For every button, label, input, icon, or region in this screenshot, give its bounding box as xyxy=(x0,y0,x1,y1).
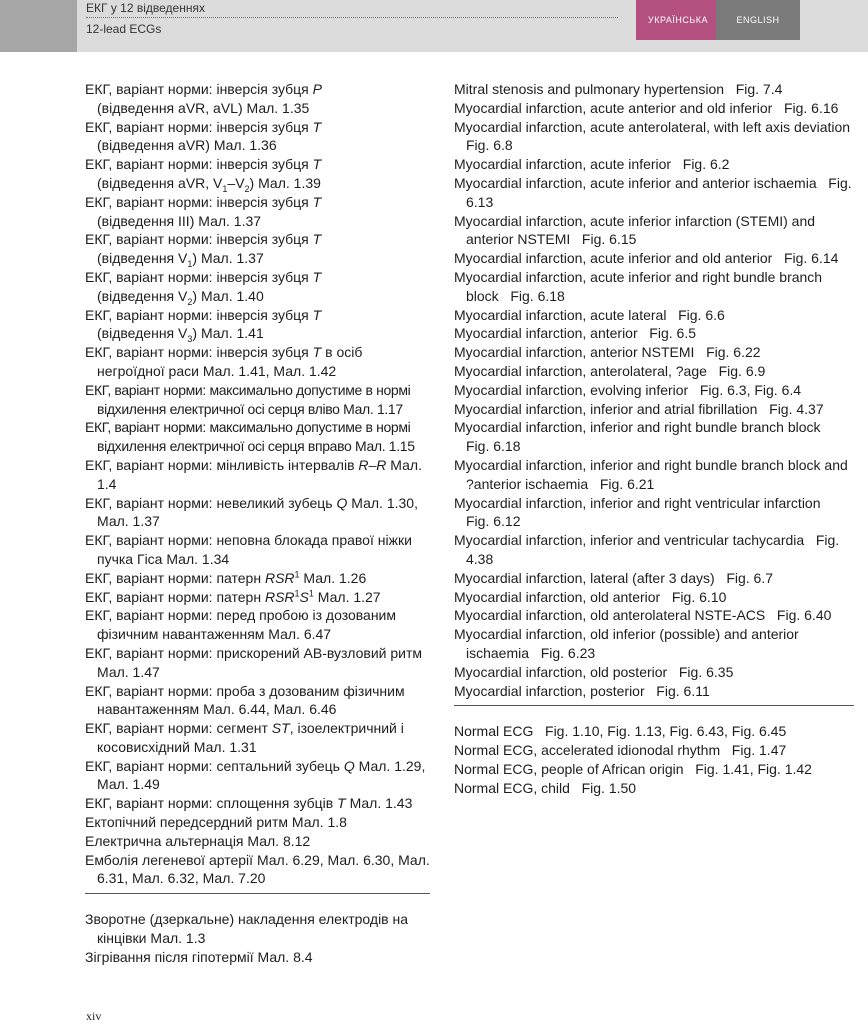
index-entry xyxy=(85,494,430,532)
index-entry xyxy=(454,741,854,760)
page-number: xiv xyxy=(86,1009,102,1023)
index-entry xyxy=(85,719,430,757)
entry-symbol: S xyxy=(299,588,309,605)
index-entry xyxy=(454,531,854,569)
entry-text: в осіб xyxy=(321,344,363,361)
index-entry xyxy=(454,381,854,400)
entry-text: (відведення aVR, aVL) Мал. 1.35 xyxy=(97,99,310,116)
entry-text: Myocardial infarction, lateral (after 3 days) Fig. 6.7 xyxy=(454,569,774,586)
index-group-z xyxy=(85,910,430,966)
entry-text: Myocardial infarction, posterior Fig. 6.11 xyxy=(454,682,710,699)
index-entry xyxy=(85,193,430,231)
entry-symbol: RSR xyxy=(264,569,295,586)
entry-text: ЕКГ, варіант норми: інверсія зубця xyxy=(85,306,313,323)
entry-text: ЕКГ, варіант норми: максимально допустиме в нормі відхилення електричної осі серця вправо Мал. 1.15 xyxy=(85,419,415,455)
entry-text: Myocardial infarction, acute lateral Fig. 6.6 xyxy=(454,306,725,323)
index-column-right xyxy=(454,80,862,797)
entry-text: Normal ECG, child Fig. 1.50 xyxy=(454,779,637,796)
index-entry xyxy=(454,625,854,663)
entry-text: Myocardial infarction, inferior and right bundle branch block Fig. 6.18 xyxy=(454,419,833,455)
entry-text: ЕКГ, варіант норми: патерн xyxy=(85,569,265,586)
index-entry xyxy=(85,456,430,494)
index-group-ecg-variants xyxy=(85,381,430,889)
entry-text: ЕКГ, варіант норми: мінливість інтервалів xyxy=(85,456,359,473)
index-entry xyxy=(454,760,854,779)
entry-text: (відведення III) Мал. 1.37 xyxy=(97,212,262,229)
entry-text: (відведення V xyxy=(97,250,188,267)
index-entry xyxy=(454,400,854,419)
index-entry xyxy=(454,682,854,701)
index-entry xyxy=(454,588,854,607)
entry-text: (відведення aVR) Мал. 1.36 xyxy=(97,137,277,154)
entry-text: ЕКГ, варіант норми: септальний зубець xyxy=(85,757,344,774)
header-title-ua: ЕКГ у 12 відведеннях xyxy=(86,1,205,15)
entry-text: ЕКГ, варіант норми: інверсія зубця xyxy=(85,268,313,285)
index-column-left xyxy=(85,80,430,967)
entry-text: ЕКГ, варіант норми: проба з дозованим фізичним навантаженням Мал. 6.44, Мал. 6.46 xyxy=(85,682,405,718)
index-entry xyxy=(85,851,430,889)
index-entry xyxy=(454,80,854,99)
entry-text: Myocardial infarction, acute inferior and old anterior Fig. 6.14 xyxy=(454,250,839,267)
entry-text: Myocardial infarction, inferior and right bundle branch block and ?anterior ischaemia Fig. 6.21 xyxy=(454,456,852,492)
entry-text: ЕКГ, варіант норми: перед пробою із дозованим фізичним навантаженням Мал. 6.47 xyxy=(85,607,397,643)
index-entry xyxy=(454,418,854,456)
entry-text: ЕКГ, варіант норми: максимально допустиме в нормі відхилення електричної осі серця вліво Мал. 1.17 xyxy=(85,381,411,417)
entry-text: Myocardial infarction, acute anterolateral, with left axis deviation Fig. 6.8 xyxy=(454,118,862,154)
header-title-en: 12-lead ECGs xyxy=(86,22,162,36)
entry-text: Normal ECG, people of African origin Fig. 1.41, Fig. 1.42 xyxy=(454,760,812,777)
entry-text: Myocardial infarction, acute inferior Fig. 6.2 xyxy=(454,156,730,173)
index-entry xyxy=(454,155,854,174)
entry-text: Mitral stenosis and pulmonary hypertension Fig. 7.4 xyxy=(454,81,783,97)
index-entry xyxy=(85,682,430,720)
index-entry xyxy=(454,174,854,212)
index-entry xyxy=(454,324,854,343)
index-entry xyxy=(454,306,854,325)
entry-text: ЕКГ, варіант норми: інверсія зубця xyxy=(85,193,313,210)
entry-text: Myocardial infarction, anterior NSTEMI Fig. 6.22 xyxy=(454,344,761,361)
language-button-english[interactable]: ENGLISH xyxy=(716,0,800,40)
lead-subscript: 2 xyxy=(244,183,250,194)
entry-text: , ізоелектричний і косовисхідний Мал. 1.31 xyxy=(97,720,404,755)
lead-subscript: 2 xyxy=(187,296,193,307)
entry-symbol: T xyxy=(312,306,322,323)
entry-text: Myocardial infarction, acute inferior infarction (STEMI) and anterior NSTEMI Fig. 6.15 xyxy=(454,212,819,248)
entry-text: Normal ECG Fig. 1.10, Fig. 1.13, Fig. 6.43, Fig. 6.45 xyxy=(454,723,787,740)
section-divider xyxy=(454,705,854,706)
lead-subscript: 1 xyxy=(187,258,193,269)
entry-symbol: T xyxy=(312,193,322,210)
entry-symbol: T xyxy=(312,231,322,248)
entry-text: (відведення V xyxy=(97,287,188,304)
header-tab-block xyxy=(0,0,77,52)
entry-text: Myocardial infarction, old inferior (possible) and anterior ischaemia Fig. 6.23 xyxy=(454,626,803,661)
entry-text: ) Мал. 1.39 xyxy=(249,174,321,191)
entry-text: ЕКГ, варіант норми: сплощення зубців xyxy=(85,795,338,812)
entry-text: Myocardial infarction, inferior and right ventricular infarction Fig. 6.12 xyxy=(454,494,833,530)
entry-text: ЕКГ, варіант норми: інверсія зубця xyxy=(85,156,313,173)
index-entry xyxy=(85,832,430,851)
entry-text: (відведення aVR, V xyxy=(97,174,223,191)
entry-text: Myocardial infarction, acute inferior and right bundle branch block Fig. 6.18 xyxy=(454,268,826,304)
entry-text: Myocardial infarction, old anterior Fig. 6.10 xyxy=(454,588,727,605)
index-entry xyxy=(85,306,430,344)
entry-text: ) Мал. 1.40 xyxy=(192,287,264,304)
index-entry xyxy=(85,910,430,948)
index-entry xyxy=(85,569,430,588)
index-entry xyxy=(85,606,430,644)
entry-text: ЕКГ, варіант норми: неповна блокада правої ніжки пучка Гіса Мал. 1.34 xyxy=(85,532,412,567)
entry-symbol: ST xyxy=(271,720,290,737)
language-button-ukrainian[interactable]: УКРАЇНСЬКА xyxy=(636,0,720,40)
entry-superscript: 1 xyxy=(294,569,300,580)
index-entry xyxy=(454,569,854,588)
entry-text: Мал. 1.29, Мал. 1.49 xyxy=(97,757,426,793)
entry-text: (відведення V xyxy=(97,325,188,342)
lead-subscript: 1 xyxy=(222,183,228,194)
entry-symbol: T xyxy=(312,344,322,361)
entry-text: Myocardial infarction, anterolateral, ?age Fig. 6.9 xyxy=(454,362,766,379)
index-group-t-wave xyxy=(85,80,430,381)
entry-text: ЕКГ, варіант норми: патерн xyxy=(85,588,265,605)
header-divider xyxy=(86,17,618,18)
index-entry xyxy=(85,588,430,607)
index-entry xyxy=(454,118,862,156)
entry-text: ЕКГ, варіант норми: прискорений АВ-вузловий ритм Мал. 1.47 xyxy=(85,644,422,680)
index-entry xyxy=(85,757,430,795)
entry-symbol: RSR xyxy=(264,588,295,605)
entry-text: Normal ECG, accelerated idionodal rhythm Fig. 1.47 xyxy=(454,742,787,759)
index-entry xyxy=(85,381,430,419)
index-entry xyxy=(85,118,430,156)
entry-text: –V xyxy=(227,174,245,191)
entry-text: ) Мал. 1.37 xyxy=(192,250,264,267)
entry-text: Myocardial infarction, acute anterior and old inferior Fig. 6.16 xyxy=(454,99,839,116)
entry-superscript: 1 xyxy=(308,587,314,598)
index-entry xyxy=(85,268,430,306)
entry-text: Myocardial infarction, inferior and atrial fibrillation Fig. 4.37 xyxy=(454,400,824,417)
entry-symbol: T xyxy=(312,156,322,173)
entry-text: Мал. 1.4 xyxy=(97,456,422,492)
entry-text: Ектопічний передсердний ритм Мал. 1.8 xyxy=(85,814,347,831)
entry-text: Емболія легеневої артерії Мал. 6.29, Мал. 6.30, Мал. 6.31, Мал. 6.32, Мал. 7.20 xyxy=(85,851,430,887)
entry-text: ЕКГ, варіант норми: інверсія зубця xyxy=(85,81,313,97)
entry-text: Мал. 1.43 xyxy=(345,795,413,812)
entry-superscript: 1 xyxy=(294,587,300,598)
entry-text: ЕКГ, варіант норми: невеликий зубець xyxy=(85,494,337,511)
index-entry xyxy=(85,230,430,268)
index-entry xyxy=(454,779,854,798)
index-entry xyxy=(454,99,854,118)
entry-text: Myocardial infarction, old anterolateral NSTE-ACS Fig. 6.40 xyxy=(454,607,832,624)
entry-symbol: R–R xyxy=(358,456,387,473)
index-entry xyxy=(454,494,854,532)
index-entry xyxy=(85,531,430,569)
entry-text: Myocardial infarction, acute inferior and anterior ischaemia Fig. 6.13 xyxy=(454,174,856,210)
entry-text: Електрична альтернація Мал. 8.12 xyxy=(85,832,311,849)
entry-symbol: T xyxy=(337,795,346,812)
entry-text: Myocardial infarction, inferior and ventricular tachycardia Fig. 4.38 xyxy=(454,532,844,567)
index-entry xyxy=(85,948,430,967)
entry-text: ЕКГ, варіант норми: інверсія зубця xyxy=(85,344,313,361)
index-entry xyxy=(454,663,854,682)
entry-text: ЕКГ, варіант норми: інверсія зубця xyxy=(85,118,313,135)
index-entry xyxy=(85,343,430,381)
lead-subscript: 3 xyxy=(187,334,193,345)
index-entry xyxy=(454,249,854,268)
entry-text: негроїдної раси Мал. 1.41, Мал. 1.42 xyxy=(97,362,337,379)
index-group-normal-ecg xyxy=(454,722,854,797)
index-entry xyxy=(454,212,854,250)
entry-symbol: T xyxy=(312,118,322,135)
entry-symbol: Q xyxy=(336,494,348,511)
entry-text: Мал. 1.30, Мал. 1.37 xyxy=(97,494,418,530)
index-entry xyxy=(85,155,430,193)
entry-symbol: T xyxy=(312,268,322,285)
index-entry xyxy=(85,644,430,682)
entry-text: Зігрівання після гіпотермії Мал. 8.4 xyxy=(85,948,313,965)
index-entry xyxy=(454,456,854,494)
index-entry xyxy=(85,813,430,832)
entry-text: Зворотне (дзеркальне) накладення електродів на кінцівки Мал. 1.3 xyxy=(85,911,412,947)
page-header xyxy=(0,0,868,52)
index-entry xyxy=(85,794,430,813)
entry-text: Мал. 1.26 xyxy=(299,569,367,586)
entry-text: Мал. 1.27 xyxy=(313,588,381,605)
entry-text: Myocardial infarction, anterior Fig. 6.5 xyxy=(454,325,696,342)
index-entry xyxy=(454,268,854,306)
index-entry xyxy=(85,418,430,456)
index-entry xyxy=(454,722,854,741)
entry-text: Myocardial infarction, old posterior Fig. 6.35 xyxy=(454,663,734,680)
index-entry xyxy=(454,343,854,362)
index-entry xyxy=(454,362,854,381)
index-entry xyxy=(454,606,854,625)
section-divider xyxy=(85,893,430,894)
entry-symbol: Q xyxy=(343,757,355,774)
entry-text: ЕКГ, варіант норми: інверсія зубця xyxy=(85,231,313,248)
entry-text: Myocardial infarction, evolving inferior Fig. 6.3, Fig. 6.4 xyxy=(454,381,802,398)
entry-text: ЕКГ, варіант норми: сегмент xyxy=(85,720,272,737)
index-entry xyxy=(85,80,430,118)
index-group-mi xyxy=(454,80,862,700)
entry-symbol: P xyxy=(312,81,323,97)
entry-text: ) Мал. 1.41 xyxy=(192,325,264,342)
